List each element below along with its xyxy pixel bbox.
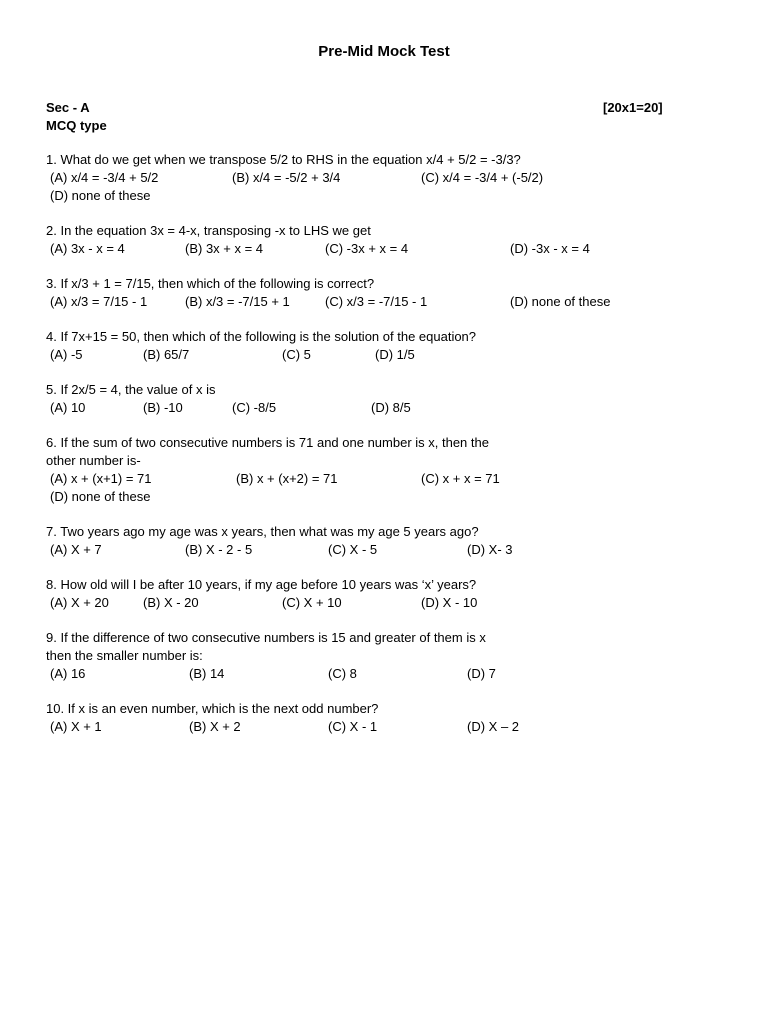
question-text: then the smaller number is: — [46, 648, 203, 663]
question-text: 6. If the sum of two consecutive numbers is 71 and one number is x, then the — [46, 435, 489, 450]
section-label: Sec - A — [46, 100, 90, 115]
answer-option: (A) 10 — [50, 400, 86, 415]
answer-option: (D) X - 10 — [421, 595, 478, 610]
answer-option: (A) -5 — [50, 347, 83, 362]
answer-option: (B) X + 2 — [189, 719, 241, 734]
answer-option: (C) x/4 = -3/4 + (-5/2) — [421, 170, 544, 185]
answer-option: (D) none of these — [50, 188, 151, 203]
answer-option: (A) X + 20 — [50, 595, 109, 610]
question-text: 5. If 2x/5 = 4, the value of x is — [46, 382, 216, 397]
answer-option: (C) 8 — [328, 666, 357, 681]
section-type: MCQ type — [46, 118, 107, 133]
answer-option: (C) X - 1 — [328, 719, 378, 734]
answer-option: (D) 8/5 — [371, 400, 411, 415]
answer-option: (B) X - 20 — [143, 595, 199, 610]
question-text: 9. If the difference of two consecutive numbers is 15 and greater of them is x — [46, 630, 486, 645]
answer-option: (D) -3x - x = 4 — [510, 241, 590, 256]
question-text: other number is- — [46, 453, 141, 468]
section-marks: [20x1=20] — [603, 100, 663, 115]
answer-option: (D) X- 3 — [467, 542, 513, 557]
question-text: 4. If 7x+15 = 50, then which of the following is the solution of the equation? — [46, 329, 477, 344]
answer-option: (B) 65/7 — [143, 347, 190, 362]
question-text: 8. How old will I be after 10 years, if my age before 10 years was ‘x’ years? — [46, 577, 477, 592]
answer-option: (D) none of these — [510, 294, 611, 309]
answer-option: (A) x/4 = -3/4 + 5/2 — [50, 170, 159, 185]
answer-option: (B) -10 — [143, 400, 183, 415]
answer-option: (A) x/3 = 7/15 - 1 — [50, 294, 148, 309]
answer-option: (C) X + 10 — [282, 595, 342, 610]
answer-option: (B) x + (x+2) = 71 — [236, 471, 338, 486]
answer-option: (A) X + 7 — [50, 542, 102, 557]
answer-option: (C) x + x = 71 — [421, 471, 500, 486]
answer-option: (C) 5 — [282, 347, 311, 362]
answer-option: (D) X – 2 — [467, 719, 520, 734]
answer-option: (B) X - 2 - 5 — [185, 542, 253, 557]
answer-option: (A) 16 — [50, 666, 86, 681]
answer-option: (A) 3x - x = 4 — [50, 241, 125, 256]
question-text: 7. Two years ago my age was x years, then what was my age 5 years ago? — [46, 524, 479, 539]
answer-option: (A) x + (x+1) = 71 — [50, 471, 152, 486]
question-text: 2. In the equation 3x = 4-x, transposing -x to LHS we get — [46, 223, 371, 238]
answer-option: (C) x/3 = -7/15 - 1 — [325, 294, 428, 309]
question-text: 3. If x/3 + 1 = 7/15, then which of the following is correct? — [46, 276, 375, 291]
answer-option: (B) 3x + x = 4 — [185, 241, 264, 256]
page-title: Pre-Mid Mock Test — [318, 43, 450, 60]
answer-option: (C) X - 5 — [328, 542, 378, 557]
answer-option: (B) x/3 = -7/15 + 1 — [185, 294, 290, 309]
answer-option: (C) -8/5 — [232, 400, 277, 415]
answer-option: (B) x/4 = -5/2 + 3/4 — [232, 170, 341, 185]
question-text: 10. If x is an even number, which is the next odd number? — [46, 701, 379, 716]
answer-option: (A) X + 1 — [50, 719, 102, 734]
question-text: 1. What do we get when we transpose 5/2 to RHS in the equation x/4 + 5/2 = -3/3? — [46, 152, 521, 167]
answer-option: (B) 14 — [189, 666, 225, 681]
answer-option: (D) 7 — [467, 666, 496, 681]
answer-option: (D) 1/5 — [375, 347, 415, 362]
answer-option: (D) none of these — [50, 489, 151, 504]
answer-option: (C) -3x + x = 4 — [325, 241, 409, 256]
